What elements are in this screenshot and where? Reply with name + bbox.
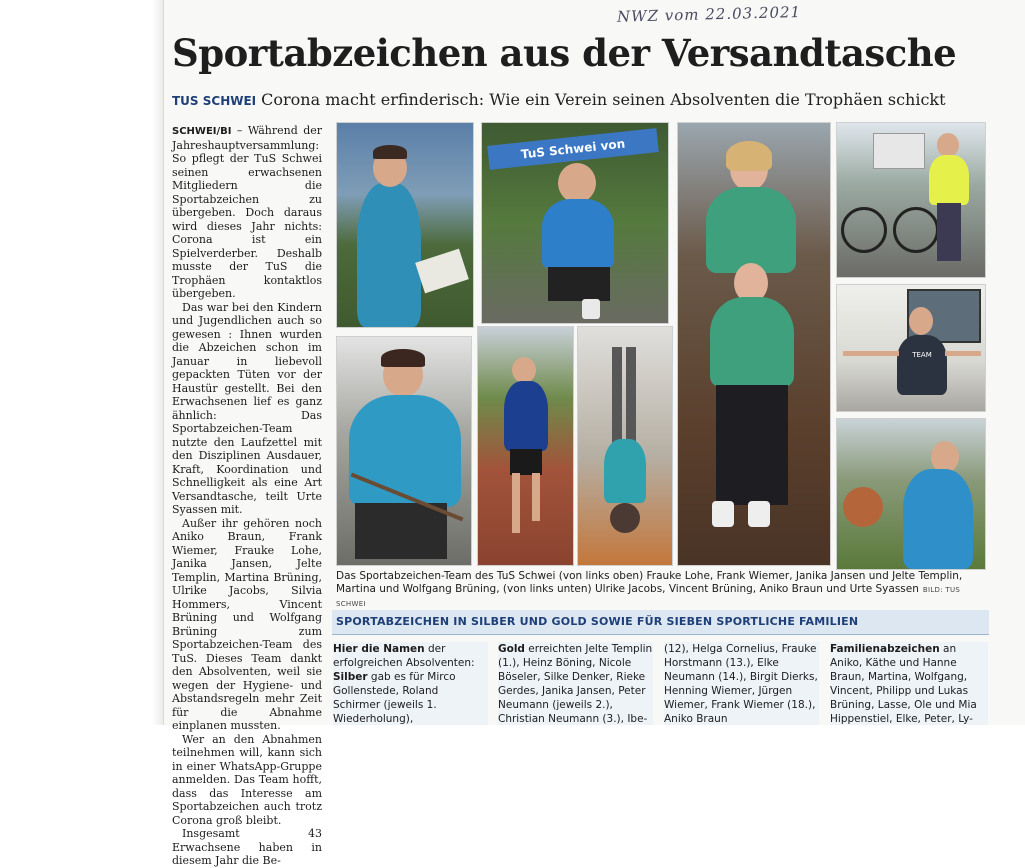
infobox-column-2: Gold erreichten Jelte Templin (1.), Heinz Böning, Nicole Böseler, Silke Denker, Rieke Gerdes, Janika Jansen, Peter Neumann (jeweils 2.), Christian Neumann (3.), Ibe-	[498, 643, 653, 725]
body-paragraph-3: Außer ihr gehören noch Aniko Braun, Frank Wiemer, Frauke Lohe, Janika Jansen, Jelte Templin, Martina Brüning, Ulrike Jacobs, Silvia Hommers, Vincent Brüning und Wolfgang Brüning zum Sportabzeichen-Team des TuS. Dieses Team dankt den Absolventen, weil sie wegen der Hygiene- und Abstandsregeln mehr Zeit für die Abnahme einplanen mussten.	[172, 516, 322, 732]
photo-jelte-templin	[836, 122, 986, 278]
infobox-column-1: Hier die Namen der erfolgreichen Absolventen: Silber gab es für Mirco Gollenstede, Roland Schirmer (jeweils 1. Wiederholung),	[333, 642, 488, 725]
article-headline: Sportabzeichen aus der Versandtasche	[172, 31, 957, 75]
article-subline	[172, 90, 972, 109]
photo-wolfgang-bruening	[836, 284, 986, 412]
infobox-column-3: (12), Helga Cornelius, Frauke Horstmann (13.), Elke Neumann (14.), Birgit Dierks, Henning Wiemer, Jürgen Wiemer, Frank Wiemer (18.), Aniko Braun	[664, 643, 818, 725]
scarf-text: TuS Schwei von	[487, 128, 659, 170]
photo-vincent-bruening	[477, 326, 574, 566]
photo-martina-bruening	[836, 418, 986, 570]
body-paragraph-1: SCHWEI/BI – Während der Jahreshauptversammlung: So pflegt der TuS Schwei seinen erwachsenen Mitgliedern die Sportabzeichen zu übergeben. Doch daraus wird dieses Jahr nichts: Corona ist ein Spielverderber. Deshalb musste der TuS die Trophäen kontaktlos übergeben.	[172, 124, 322, 300]
infobox-column-4: Familienabzeichen an Aniko, Käthe und Hanne Braun, Martina, Wolfgang, Vincent, Philipp und Lukas Brüning, Lasse, Ole und Mia Hippenstiel, Elke, Peter, Ly-	[830, 642, 988, 725]
article-subheadline: Corona macht erfinderisch: Wie ein Verein seinen Absolventen die Trophäen schickt	[261, 90, 946, 109]
infobox-title: SPORTABZEICHEN IN SILBER UND GOLD SOWIE FÜR SIEBEN SPORTLICHE FAMILIEN	[336, 615, 859, 628]
caption-text: Das Sportabzeichen-Team des TuS Schwei (von links oben) Frauke Lohe, Frank Wiemer, Janika Jansen und Jelte Templin, Martina und Wolfgang Brüning, (von links unten) Ulrike Jacobs, Vincent Brüning, Aniko Braun und Urte Syassen	[336, 570, 963, 595]
photo-caption	[336, 570, 986, 611]
body-paragraph-2: Das war bei den Kindern und Jugendlichen auch so gewesen : Ihnen wurden die Abzeichen schon im Januar in liebevoll gepackten Tüten vor der Haustür gestellt. Bei den Erwachsenen lief es ganz ähnlich: Das Sportabzeichen-Team nutzte den Laufzettel mit den Disziplinen Ausdauer, Kraft, Koordination und Schnelligkeit als eine Art Versandtasche, teilt Urte Syassen mit.	[172, 300, 322, 516]
article-body-column	[172, 124, 322, 867]
photo-ulrike-jacobs	[336, 336, 472, 566]
photo-credit: BILD: TUS SCHWEI	[336, 586, 961, 608]
shirt-text: TEAM	[897, 335, 947, 395]
photo-frank-wiemer	[481, 122, 669, 324]
handwritten-source-note: NWZ vom 22.03.2021	[616, 2, 802, 26]
body-paragraph-4: Wer an den Abnahmen teilnehmen will, kann sich in einer WhatsApp-Gruppe anmelden. Das Team hofft, dass das Interesse am Sportabzeichen auch trotz Corona groß bleibt.	[172, 732, 322, 827]
photo-janika-jansen	[677, 122, 831, 566]
photo-aniko-braun	[577, 326, 673, 566]
body-paragraph-5: Insgesamt 43 Erwachsene haben in diesem Jahr die Be-	[172, 827, 322, 867]
photo-frauke-lohe	[336, 122, 474, 328]
article-kicker: TUS SCHWEI	[172, 94, 257, 108]
dateline: SCHWEI/BI	[172, 126, 232, 137]
